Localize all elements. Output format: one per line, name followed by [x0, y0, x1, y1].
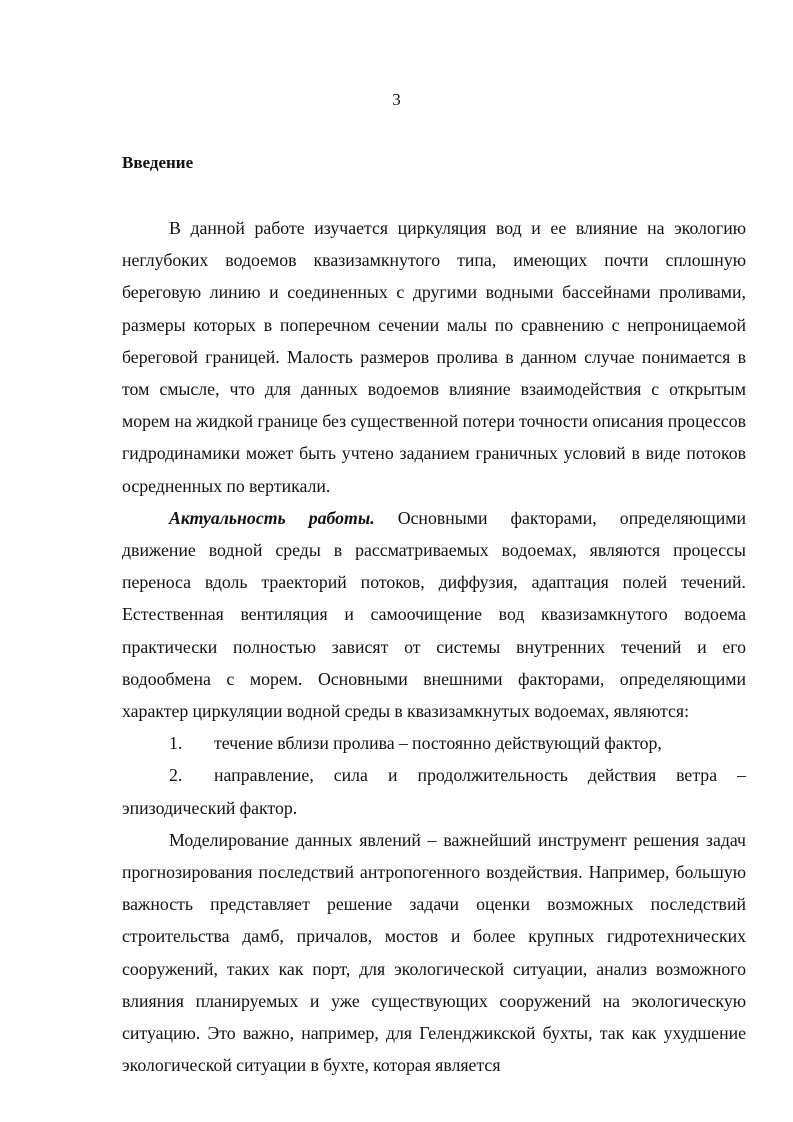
body-text [122, 212, 746, 1081]
paragraph-intro: В данной работе изучается циркуляция вод и ее влияние на экологию неглубоких водоемов квазизамкнутого типа, имеющих почти сплошную береговую линию и соединенных с другими водными бассейнами проливами, размеры которых в поперечном сечении малы по сравнению с непроницаемой береговой границей. Малость размеров пролива в данном случае понимается в том смысле, что для данных водоемов влияние взаимодействия с открытым морем на жидкой границе без существенной потери точности описания процессов гидродинамики может быть учтено заданием граничных условий в виде потоков осредненных по вертикали. [122, 218, 746, 496]
list-item [122, 727, 746, 759]
list-item-number: 1. [169, 733, 183, 754]
list-item-number: 2. [169, 765, 183, 786]
paragraph-modeling: Моделирование данных явлений – важнейший инструмент решения задач прогнозирования последствий антропогенного воздействия. Например, большую важность представляет решение задачи оценки возможных последствий строительства дамб, причалов, мостов и более крупных гидротехнических сооружений, таких как порт, для экологической ситуации, анализ возможного влияния планируемых и уже существующих сооружений на экологическую ситуацию. Это важно, например, для Геленджикской бухты, так как ухудшение экологической ситуации в бухте, которая является [122, 829, 746, 1076]
list-item [122, 759, 746, 823]
list-item-text: течение вблизи пролива – постоянно действующий фактор, [214, 733, 662, 754]
paragraph-lead: Актуальность работы. [169, 507, 375, 528]
list-item-text: направление, сила и продолжительность действия ветра – эпизодический фактор. [122, 765, 746, 818]
paragraph-relevance-text: Основными факторами, определяющими движение водной среды в рассматриваемых водоемах, являются процессы переноса вдоль траекторий потоков, диффузия, адаптация полей течений. Естественная вентиляция и самоочищение вод квазизамкнутого водоема практически полностью зависят от системы внутренних течений и его водообмена с морем. Основными внешними факторами, определяющими характер циркуляции водной среды в квазизамкнутых водоемах, являются: [122, 507, 747, 722]
section-heading: Введение [122, 153, 194, 172]
page-number: 3 [392, 90, 401, 109]
paragraph-relevance [122, 502, 746, 727]
